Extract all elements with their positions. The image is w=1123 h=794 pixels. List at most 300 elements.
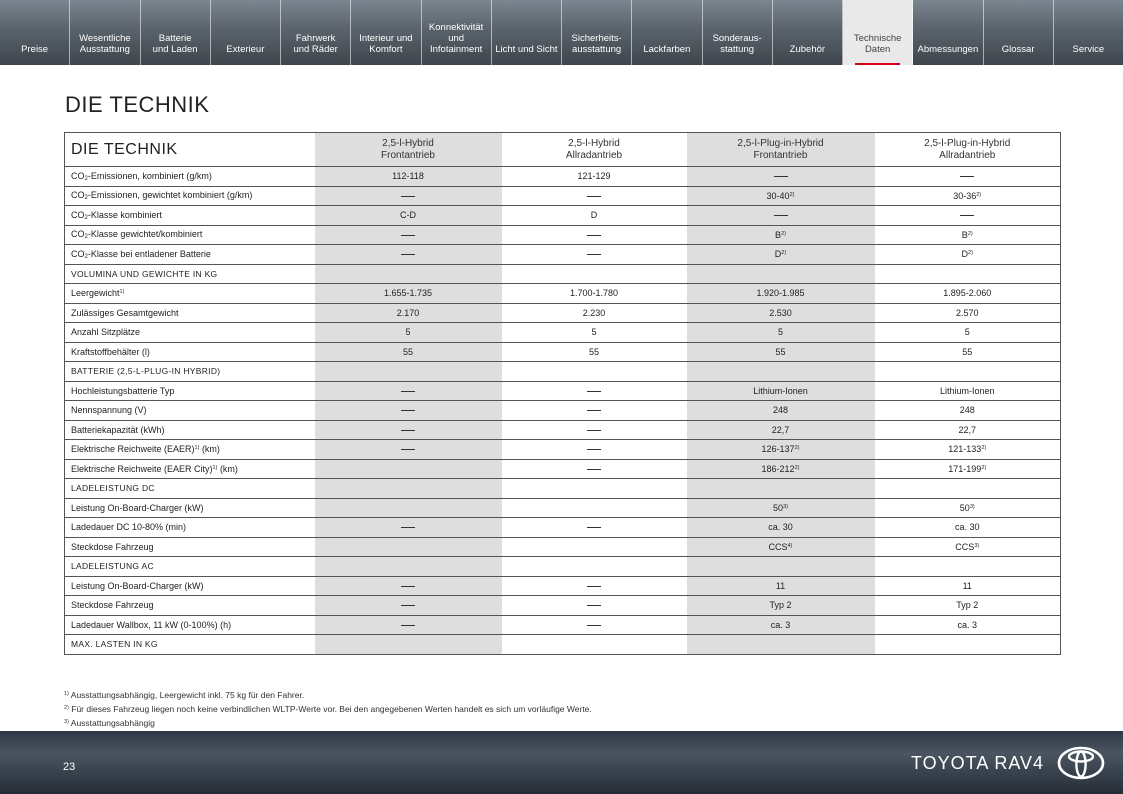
dash-mark xyxy=(587,430,601,431)
row-label-text: -Emissionen, gewichtet kombiniert (g/km) xyxy=(87,190,253,201)
dash-mark xyxy=(774,176,788,177)
table-cell xyxy=(315,362,502,382)
table-row xyxy=(65,186,1061,206)
cell-value: 171-199 xyxy=(948,463,982,474)
cell-value: ca. 3 xyxy=(957,619,977,630)
table-row xyxy=(65,537,1061,557)
cell-value: 11 xyxy=(962,580,972,591)
row-label xyxy=(65,440,315,460)
table-cell xyxy=(687,186,875,206)
table-cell xyxy=(315,284,502,304)
table-cell xyxy=(315,596,502,616)
row-label-text: Elektrische Reichweite (EAER City) xyxy=(71,463,213,474)
tech-data-table xyxy=(64,132,1061,655)
cell-value: 248 xyxy=(959,405,975,416)
nav-tab-label: Technische Daten xyxy=(853,33,902,55)
row-label-text: -Klasse kombiniert xyxy=(87,209,162,220)
table-cell xyxy=(502,323,687,343)
nav-tab-label: Wesentliche Ausstattung xyxy=(79,33,131,55)
table-cell xyxy=(315,576,502,596)
table-cell xyxy=(315,264,502,284)
nav-tab-label: Fahrwerk und Räder xyxy=(293,33,338,55)
dash-mark xyxy=(401,254,415,255)
table-cell xyxy=(875,615,1061,635)
cell-value: Typ 2 xyxy=(956,600,979,611)
table-cell xyxy=(875,557,1061,577)
table-cell xyxy=(502,206,687,226)
column-header-line: Allradantrieb xyxy=(939,149,996,161)
cell-value: 2.230 xyxy=(582,307,606,318)
nav-tab-4[interactable] xyxy=(281,0,351,65)
row-label-text: Steckdose Fahrzeug xyxy=(71,600,154,611)
table-cell xyxy=(687,440,875,460)
row-label xyxy=(65,596,315,616)
table-cell xyxy=(502,381,687,401)
table-cell xyxy=(315,225,502,245)
cell-value: Lithium-Ionen xyxy=(753,385,808,396)
page-title: DIE TECHNIK xyxy=(65,92,210,117)
table-row xyxy=(65,323,1061,343)
nav-tab-label: Exterieur xyxy=(226,44,265,55)
table-cell xyxy=(502,225,687,245)
footnote-ref: 2) xyxy=(781,230,786,237)
table-cell xyxy=(315,303,502,323)
table-row xyxy=(65,206,1061,226)
cell-value: 55 xyxy=(588,346,599,357)
table-cell xyxy=(502,518,687,538)
table-cell xyxy=(315,342,502,362)
nav-tab-label: Service xyxy=(1072,44,1105,55)
table-cell xyxy=(502,537,687,557)
table-cell xyxy=(687,518,875,538)
dash-mark xyxy=(401,605,415,606)
nav-tab-12[interactable] xyxy=(843,0,913,65)
table-cell xyxy=(875,284,1061,304)
footnote-text: Für dieses Fahrzeug liegen noch keine verbindlichen WLTP-Werte vor. Bei den angegebenen Werten handelt es sich um vorläufige Werte. xyxy=(68,704,592,714)
table-row xyxy=(65,381,1061,401)
table-cell xyxy=(315,323,502,343)
table-row xyxy=(65,576,1061,596)
nav-tab-1[interactable] xyxy=(70,0,140,65)
dash-mark xyxy=(401,625,415,626)
row-label-text: LADELEISTUNG DC xyxy=(71,483,155,494)
dash-mark xyxy=(587,254,601,255)
subscript: 2 xyxy=(84,234,88,241)
table-cell xyxy=(502,615,687,635)
table-cell xyxy=(502,420,687,440)
row-label-text: (km) xyxy=(199,444,220,455)
table-cell xyxy=(315,557,502,577)
table-cell xyxy=(315,401,502,421)
table-row xyxy=(65,498,1061,518)
row-label-text: (km) xyxy=(217,463,238,474)
nav-tab-9[interactable] xyxy=(632,0,702,65)
table-cell xyxy=(502,167,687,187)
table-section-row xyxy=(65,557,1061,577)
dash-mark xyxy=(401,391,415,392)
subscript: 2 xyxy=(84,175,88,182)
table-cell xyxy=(315,186,502,206)
row-label xyxy=(65,401,315,421)
nav-tab-10[interactable] xyxy=(703,0,773,65)
cell-value: 1.920-1.985 xyxy=(756,288,805,299)
cell-value: 5 xyxy=(591,327,597,338)
cell-value: 2.170 xyxy=(396,307,420,318)
cell-value: 5 xyxy=(405,327,411,338)
top-navigation xyxy=(0,0,1123,65)
nav-tab-label: Abmessungen xyxy=(917,44,979,55)
dash-mark xyxy=(587,469,601,470)
nav-tab-label: Lackfarben xyxy=(643,44,691,55)
table-cell xyxy=(875,206,1061,226)
row-label-text: -Emissionen, kombiniert (g/km) xyxy=(87,170,212,181)
table-cell xyxy=(687,479,875,499)
row-label-text: Leistung On-Board-Charger (kW) xyxy=(71,502,204,513)
table-cell xyxy=(875,518,1061,538)
row-label xyxy=(65,557,315,577)
table-cell xyxy=(875,303,1061,323)
table-cell xyxy=(875,167,1061,187)
row-label xyxy=(65,381,315,401)
footnote-ref: 1) xyxy=(212,464,218,471)
footnote xyxy=(64,716,592,730)
table-cell xyxy=(502,557,687,577)
cell-value: 55 xyxy=(962,346,973,357)
nav-tab-0[interactable] xyxy=(0,0,70,65)
footnote-ref: 1) xyxy=(194,445,200,452)
row-label xyxy=(65,264,315,284)
table-cell xyxy=(502,362,687,382)
column-header-line: 2,5-l-Plug-in-Hybrid xyxy=(924,137,1011,149)
nav-tab-label: Zubehör xyxy=(789,44,826,55)
page-footer xyxy=(0,731,1123,794)
row-label-text: Leistung On-Board-Charger (kW) xyxy=(71,580,204,591)
row-label-text: -Klasse gewichtet/kombiniert xyxy=(87,229,203,240)
cell-value: 5 xyxy=(777,327,783,338)
cell-value: 50 xyxy=(773,502,784,513)
row-label xyxy=(65,186,315,206)
footnote-ref: 4) xyxy=(787,542,793,549)
nav-tab-7[interactable] xyxy=(492,0,562,65)
footnote-text: Ausstattungsabhängig xyxy=(68,718,155,728)
table-cell xyxy=(315,420,502,440)
table-header-row xyxy=(65,133,1061,167)
footnote-ref: 2) xyxy=(794,464,800,471)
nav-tab-label: Sicherheits- ausstattung xyxy=(571,33,622,55)
cell-value: 1.895-2.060 xyxy=(943,288,992,299)
row-label-text: CO xyxy=(71,190,85,201)
nav-tab-label: Preise xyxy=(21,44,49,55)
table-row xyxy=(65,303,1061,323)
row-label xyxy=(65,167,315,187)
cell-value: 11 xyxy=(775,580,786,591)
row-label-text: Hochleistungsbatterie Typ xyxy=(71,385,175,396)
cell-value: D xyxy=(590,210,598,221)
row-label-text: CO xyxy=(71,229,85,240)
footnotes xyxy=(64,688,592,730)
cell-value: CCS xyxy=(768,541,788,552)
row-label xyxy=(65,576,315,596)
cell-value: 50 xyxy=(959,502,970,513)
table-cell xyxy=(502,303,687,323)
table-cell xyxy=(875,596,1061,616)
table-cell xyxy=(315,381,502,401)
cell-value: 30-36 xyxy=(953,190,977,201)
dash-mark xyxy=(401,410,415,411)
table-row xyxy=(65,245,1061,265)
nav-tab-label: Licht und Sicht xyxy=(495,44,558,55)
cell-value: CCS xyxy=(955,541,975,552)
table-cell xyxy=(875,245,1061,265)
table-row xyxy=(65,420,1061,440)
row-label xyxy=(65,479,315,499)
table-row xyxy=(65,440,1061,460)
table-row xyxy=(65,615,1061,635)
table-cell xyxy=(687,206,875,226)
cell-value: B xyxy=(961,229,968,240)
footnote-ref: 2) xyxy=(789,191,795,198)
cell-value: 1.655-1.735 xyxy=(383,288,433,299)
table-cell xyxy=(875,479,1061,499)
footnote-ref: 3) xyxy=(969,503,975,510)
toyota-logo-icon xyxy=(1057,746,1105,780)
dash-mark xyxy=(587,235,601,236)
cell-value: Lithium-Ionen xyxy=(939,385,995,396)
dash-mark xyxy=(960,176,974,177)
column-header-line: Frontantrieb xyxy=(753,149,808,161)
row-label-text: BATTERIE (2,5-L-PLUG-IN HYBRID) xyxy=(71,366,221,377)
row-label xyxy=(65,498,315,518)
nav-tab-2[interactable] xyxy=(141,0,211,65)
nav-tab-5[interactable] xyxy=(351,0,421,65)
table-section-row xyxy=(65,635,1061,655)
table-cell xyxy=(687,303,875,323)
table-cell xyxy=(502,635,687,655)
table-row xyxy=(65,225,1061,245)
footnote-marker: 1) xyxy=(64,691,69,697)
row-label-text: Kraftstoffbehälter (l) xyxy=(71,346,150,357)
row-label-text: CO xyxy=(71,248,85,259)
footnote-ref: 2) xyxy=(794,445,800,452)
dash-mark xyxy=(587,625,601,626)
table-row xyxy=(65,459,1061,479)
row-label-text: Batteriekapazität (kWh) xyxy=(71,424,165,435)
table-cell xyxy=(502,186,687,206)
footnote-ref: 2) xyxy=(968,250,973,257)
footnote-ref: 2) xyxy=(981,445,987,452)
cell-value: D xyxy=(774,249,782,260)
table-cell xyxy=(687,635,875,655)
table-row xyxy=(65,342,1061,362)
table-cell xyxy=(502,440,687,460)
cell-value: 55 xyxy=(775,346,786,357)
column-header-line: 2,5-l-Plug-in-Hybrid xyxy=(737,137,824,149)
table-cell xyxy=(502,342,687,362)
cell-value: 121-133 xyxy=(948,444,982,455)
dash-mark xyxy=(587,410,601,411)
nav-tab-13[interactable] xyxy=(913,0,983,65)
table-cell xyxy=(502,479,687,499)
table-cell xyxy=(687,537,875,557)
row-label xyxy=(65,518,315,538)
dash-mark xyxy=(774,215,788,216)
table-cell xyxy=(875,401,1061,421)
cell-value: ca. 30 xyxy=(954,522,980,533)
nav-tab-label: Glossar xyxy=(1001,44,1035,55)
row-label xyxy=(65,635,315,655)
row-label-text: LADELEISTUNG AC xyxy=(71,561,154,572)
table-row xyxy=(65,518,1061,538)
row-label xyxy=(65,284,315,304)
dash-mark xyxy=(587,391,601,392)
table-cell xyxy=(315,537,502,557)
table-cell xyxy=(875,537,1061,557)
column-header-line: Allradantrieb xyxy=(565,149,623,161)
row-label-text: CO xyxy=(71,170,85,181)
row-label-text: CO xyxy=(71,209,85,220)
dash-mark xyxy=(401,449,415,450)
table-cell xyxy=(687,284,875,304)
row-label xyxy=(65,537,315,557)
footnote-ref: 2) xyxy=(781,250,787,257)
page-number: 23 xyxy=(63,761,76,773)
row-label xyxy=(65,225,315,245)
table-cell xyxy=(315,498,502,518)
table-cell xyxy=(687,167,875,187)
cell-value: C-D xyxy=(400,210,416,221)
table-cell xyxy=(687,362,875,382)
table-cell xyxy=(875,342,1061,362)
table-cell xyxy=(687,323,875,343)
row-label xyxy=(65,206,315,226)
nav-tab-11[interactable] xyxy=(773,0,843,65)
cell-value: Typ 2 xyxy=(769,600,792,611)
table-cell xyxy=(687,596,875,616)
row-label-text: Elektrische Reichweite (EAER) xyxy=(71,444,195,455)
cell-value: 55 xyxy=(402,346,413,357)
row-label xyxy=(65,245,315,265)
table-section-row xyxy=(65,362,1061,382)
cell-value: 186-212 xyxy=(761,463,795,474)
cell-value: 126-137 xyxy=(761,444,795,455)
row-label-text: -Klasse bei entladener Batterie xyxy=(87,248,211,259)
cell-value: 248 xyxy=(772,405,789,416)
row-label xyxy=(65,615,315,635)
row-label xyxy=(65,323,315,343)
footnote-ref: 3) xyxy=(783,503,788,510)
footnote xyxy=(64,702,592,716)
table-cell xyxy=(315,635,502,655)
table-cell xyxy=(687,401,875,421)
row-label-text: Zulässiges Gesamtgewicht xyxy=(71,307,179,318)
dash-mark xyxy=(401,235,415,236)
table-cell xyxy=(687,225,875,245)
table-cell xyxy=(502,576,687,596)
dash-mark xyxy=(587,196,601,197)
column-header-line: 2,5-l-Hybrid xyxy=(382,137,434,149)
brand-name: TOYOTA RAV4 xyxy=(911,753,1045,773)
table-row xyxy=(65,401,1061,421)
column-header-hybrid-front xyxy=(315,133,502,167)
subscript: 2 xyxy=(84,195,88,202)
nav-tab-6[interactable] xyxy=(422,0,492,65)
table-cell xyxy=(315,245,502,265)
column-header-phev-front xyxy=(687,133,875,167)
nav-tab-15[interactable] xyxy=(1054,0,1123,65)
nav-tab-label: Batterie und Laden xyxy=(152,33,198,55)
nav-tab-8[interactable] xyxy=(562,0,632,65)
table-cell xyxy=(875,225,1061,245)
nav-tab-14[interactable] xyxy=(984,0,1054,65)
table-cell xyxy=(687,420,875,440)
nav-tab-3[interactable] xyxy=(211,0,281,65)
footnote xyxy=(64,688,592,702)
table-cell xyxy=(502,401,687,421)
row-label-text: Nennspannung (V) xyxy=(71,405,147,416)
table-cell xyxy=(315,479,502,499)
table-cell xyxy=(687,342,875,362)
table-cell xyxy=(687,498,875,518)
table-cell xyxy=(315,440,502,460)
cell-value: 121-129 xyxy=(577,171,611,182)
table-cell xyxy=(502,459,687,479)
table-cell xyxy=(875,264,1061,284)
table-cell xyxy=(315,518,502,538)
table-cell xyxy=(315,206,502,226)
footnote-text: Ausstattungsabhängig, Leergewicht inkl. 75 kg für den Fahrer. xyxy=(68,690,305,700)
cell-value: ca. 30 xyxy=(768,522,793,533)
cell-value: ca. 3 xyxy=(770,619,791,630)
table-cell xyxy=(502,596,687,616)
table-cell xyxy=(875,186,1061,206)
cell-value: 1.700-1.780 xyxy=(569,288,619,299)
dash-mark xyxy=(587,527,601,528)
table-row xyxy=(65,167,1061,187)
footnote-ref: 2) xyxy=(981,464,987,471)
dash-mark xyxy=(401,430,415,431)
table-cell xyxy=(875,576,1061,596)
row-label xyxy=(65,420,315,440)
nav-tab-label: Interieur und Komfort xyxy=(359,33,413,55)
column-header-line: Frontantrieb xyxy=(381,149,435,161)
cell-value: 22,7 xyxy=(958,424,977,435)
dash-mark xyxy=(401,196,415,197)
table-cell xyxy=(687,264,875,284)
dash-mark xyxy=(587,449,601,450)
cell-value: 2.530 xyxy=(769,307,792,318)
footnote-ref: 3) xyxy=(974,542,980,549)
table-cell xyxy=(502,264,687,284)
table-cell xyxy=(502,284,687,304)
row-label-text: Steckdose Fahrzeug xyxy=(71,541,154,552)
table-heading: DIE TECHNIK xyxy=(65,133,315,167)
cell-value: 112-118 xyxy=(392,171,424,182)
table-cell xyxy=(875,323,1061,343)
row-label xyxy=(65,362,315,382)
footnote-marker: 2) xyxy=(64,705,69,711)
table-row xyxy=(65,284,1061,304)
footnote-ref: 2) xyxy=(967,230,973,237)
column-header-phev-awd xyxy=(875,133,1061,167)
table-cell xyxy=(875,635,1061,655)
row-label-text: Ladedauer DC 10-80% (min) xyxy=(71,522,187,533)
cell-value: 30-40 xyxy=(766,190,790,201)
row-label-text: Ladedauer Wallbox, 11 kW (0-100%) (h) xyxy=(71,619,232,630)
table-cell xyxy=(875,362,1061,382)
table-cell xyxy=(875,440,1061,460)
dash-mark xyxy=(587,605,601,606)
subscript: 2 xyxy=(84,253,88,260)
